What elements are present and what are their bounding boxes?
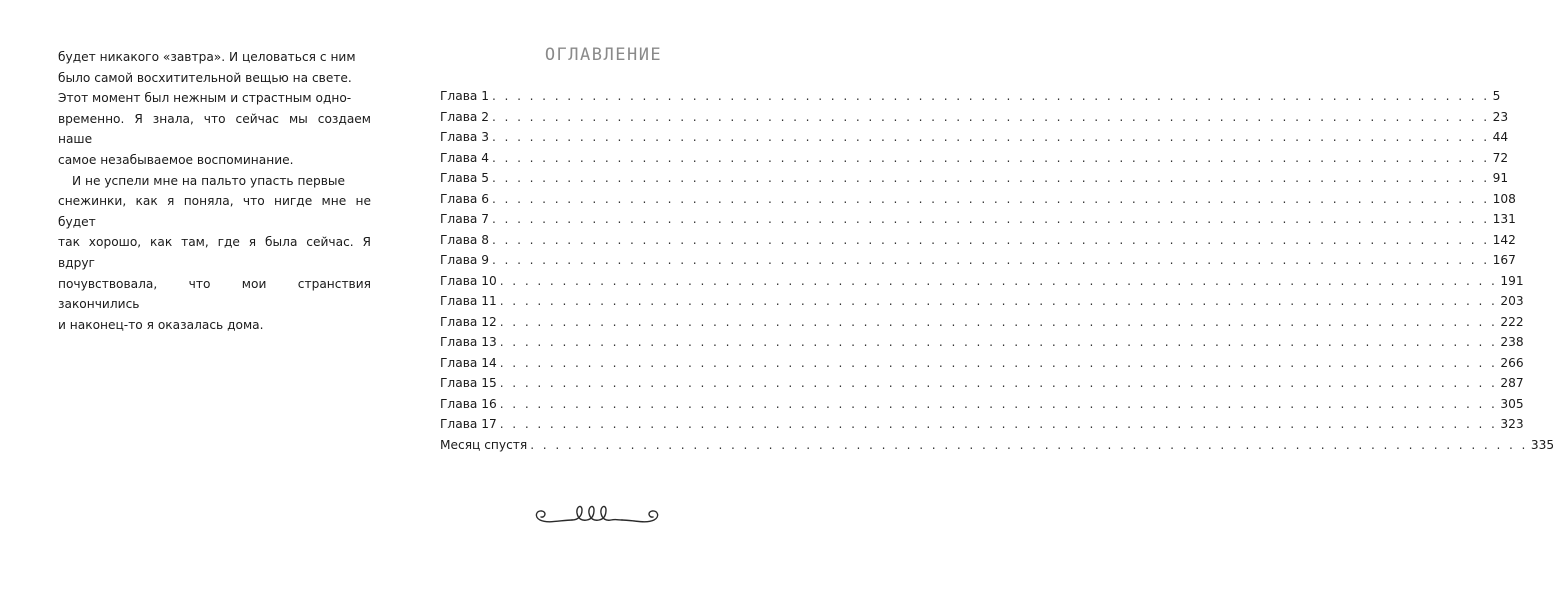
dot-leader: . . . . . . . . . . . . . . . . . . . . . . . . . . . . . . . . . . . . . . . . . . . . . . . . . . . . . . . . . . . . . . . . . . . . . . . . . . . . . . . .: [530, 437, 1528, 452]
toc-entry: [440, 394, 1524, 415]
toc-entry-page-number: 323: [1500, 417, 1524, 431]
toc-entry-page-number: 131: [1492, 212, 1516, 226]
toc-entry-label: Глава 4: [440, 150, 489, 165]
toc-list: [440, 86, 1554, 455]
toc-entry-page-number: 167: [1492, 253, 1516, 267]
toc-entry-page-number: 72: [1492, 150, 1509, 165]
toc-entry-label: Глава 5: [440, 171, 489, 185]
toc-entry: [440, 230, 1516, 251]
toc-entry: [440, 332, 1524, 353]
toc-entry-label: Глава 11: [440, 294, 497, 308]
dot-leader: . . . . . . . . . . . . . . . . . . . . . . . . . . . . . . . . . . . . . . . . . . . . . . . . . . . . . . . . . . . . . . . . . . . . . . . . . . . . . . . .: [491, 171, 1490, 185]
toc-entry-label: Глава 10: [440, 273, 497, 288]
toc-entry: [440, 250, 1516, 271]
dot-leader: . . . . . . . . . . . . . . . . . . . . . . . . . . . . . . . . . . . . . . . . . . . . . . . . . . . . . . . . . . . . . . . . . . . . . . . . . . . . . . . .: [499, 294, 1498, 308]
dot-leader: . . . . . . . . . . . . . . . . . . . . . . . . . . . . . . . . . . . . . . . . . . . . . . . . . . . . . . . . . . . . . . . . . . . . . . . . . . . . . . . .: [499, 376, 1498, 390]
toc-entry-label: Глава 9: [440, 253, 489, 267]
toc-entry: [440, 127, 1509, 148]
toc-entry: [440, 435, 1554, 456]
dot-leader: . . . . . . . . . . . . . . . . . . . . . . . . . . . . . . . . . . . . . . . . . . . . . . . . . . . . . . . . . . . . . . . . . . . . . . . . . . . . . . . .: [499, 396, 1498, 411]
dot-leader: . . . . . . . . . . . . . . . . . . . . . . . . . . . . . . . . . . . . . . . . . . . . . . . . . . . . . . . . . . . . . . . . . . . . . . . . . . . . . . . .: [491, 212, 1490, 226]
toc-entry-label: Месяц спустя: [440, 437, 528, 452]
toc-entry: [440, 291, 1524, 312]
dot-leader: . . . . . . . . . . . . . . . . . . . . . . . . . . . . . . . . . . . . . . . . . . . . . . . . . . . . . . . . . . . . . . . . . . . . . . . . . . . . . . . .: [499, 335, 1498, 349]
toc-entry-label: Глава 7: [440, 212, 489, 226]
paragraph-1: будет никакого «завтра». И целоваться с ним было самой восхитительной вещью на свете. Этот момент был нежным и страстным одно- временно. Я знала, что сейчас мы создаем наше самое незабываемое воспоминание.: [58, 50, 371, 167]
toc-entry-page-number: 335: [1530, 437, 1554, 452]
toc-entry: [440, 373, 1524, 394]
toc-entry-page-number: 238: [1500, 335, 1524, 349]
toc-entry-page-number: 91: [1492, 171, 1509, 185]
dot-leader: . . . . . . . . . . . . . . . . . . . . . . . . . . . . . . . . . . . . . . . . . . . . . . . . . . . . . . . . . . . . . . . . . . . . . . . . . . . . . . . .: [499, 314, 1498, 329]
toc-entry-page-number: 305: [1500, 396, 1524, 411]
toc-entry: [440, 209, 1516, 230]
toc-entry-label: Глава 16: [440, 396, 497, 411]
toc-entry-page-number: 108: [1492, 191, 1516, 206]
toc-entry: [440, 86, 1501, 107]
toc-entry-page-number: 44: [1492, 130, 1509, 144]
toc-entry: [440, 189, 1516, 210]
toc-entry-label: Глава 15: [440, 376, 497, 390]
dot-leader: . . . . . . . . . . . . . . . . . . . . . . . . . . . . . . . . . . . . . . . . . . . . . . . . . . . . . . . . . . . . . . . . . . . . . . . . . . . . . . . .: [491, 253, 1490, 267]
dot-leader: . . . . . . . . . . . . . . . . . . . . . . . . . . . . . . . . . . . . . . . . . . . . . . . . . . . . . . . . . . . . . . . . . . . . . . . . . . . . . . . .: [491, 150, 1490, 165]
left-page: [58, 47, 371, 335]
toc-entry-label: Глава 17: [440, 417, 497, 431]
toc-entry-page-number: 5: [1492, 89, 1501, 103]
toc-entry-label: Глава 3: [440, 130, 489, 144]
toc-entry-page-number: 191: [1500, 273, 1524, 288]
toc-entry-page-number: 266: [1500, 355, 1524, 370]
dot-leader: . . . . . . . . . . . . . . . . . . . . . . . . . . . . . . . . . . . . . . . . . . . . . . . . . . . . . . . . . . . . . . . . . . . . . . . . . . . . . . . .: [499, 273, 1498, 288]
dot-leader: . . . . . . . . . . . . . . . . . . . . . . . . . . . . . . . . . . . . . . . . . . . . . . . . . . . . . . . . . . . . . . . . . . . . . . . . . . . . . . . .: [491, 130, 1490, 144]
paragraph-2: И не успели мне на пальто упасть первые снежинки, как я поняла, что нигде мне не будет так хорошо, как там, где я была сейчас. Я вдруг почувствовала, что мои странствия закончились и наконец-то я оказалась дома.: [58, 173, 371, 332]
toc-entry-page-number: 287: [1500, 376, 1524, 390]
flourish-divider-icon: [532, 498, 662, 534]
dot-leader: . . . . . . . . . . . . . . . . . . . . . . . . . . . . . . . . . . . . . . . . . . . . . . . . . . . . . . . . . . . . . . . . . . . . . . . . . . . . . . . .: [491, 89, 1490, 103]
toc-entry: [440, 414, 1524, 435]
toc-entry: [440, 312, 1524, 333]
right-page: [440, 40, 1554, 455]
toc-entry-label: Глава 12: [440, 314, 497, 329]
toc-entry-label: Глава 8: [440, 232, 489, 247]
toc-entry-page-number: 222: [1500, 314, 1524, 329]
dot-leader: . . . . . . . . . . . . . . . . . . . . . . . . . . . . . . . . . . . . . . . . . . . . . . . . . . . . . . . . . . . . . . . . . . . . . . . . . . . . . . . .: [491, 109, 1490, 124]
toc-entry: [440, 107, 1509, 128]
toc-entry-label: Глава 2: [440, 109, 489, 124]
toc-entry-page-number: 142: [1492, 232, 1516, 247]
toc-entry-label: Глава 1: [440, 89, 489, 103]
toc-entry-label: Глава 13: [440, 335, 497, 349]
toc-entry-label: Глава 14: [440, 355, 497, 370]
toc-entry-label: Глава 6: [440, 191, 489, 206]
dot-leader: . . . . . . . . . . . . . . . . . . . . . . . . . . . . . . . . . . . . . . . . . . . . . . . . . . . . . . . . . . . . . . . . . . . . . . . . . . . . . . . .: [491, 191, 1490, 206]
dot-leader: . . . . . . . . . . . . . . . . . . . . . . . . . . . . . . . . . . . . . . . . . . . . . . . . . . . . . . . . . . . . . . . . . . . . . . . . . . . . . . . .: [491, 232, 1490, 247]
dot-leader: . . . . . . . . . . . . . . . . . . . . . . . . . . . . . . . . . . . . . . . . . . . . . . . . . . . . . . . . . . . . . . . . . . . . . . . . . . . . . . . .: [499, 417, 1498, 431]
toc-entry-page-number: 203: [1500, 294, 1524, 308]
toc-entry: [440, 353, 1524, 374]
toc-title: ОГЛАВЛЕНИЕ: [544, 45, 663, 65]
toc-entry-page-number: 23: [1492, 109, 1509, 124]
dot-leader: . . . . . . . . . . . . . . . . . . . . . . . . . . . . . . . . . . . . . . . . . . . . . . . . . . . . . . . . . . . . . . . . . . . . . . . . . . . . . . . .: [499, 355, 1498, 370]
toc-entry: [440, 168, 1509, 189]
toc-entry: [440, 271, 1524, 292]
toc-entry: [440, 148, 1509, 169]
